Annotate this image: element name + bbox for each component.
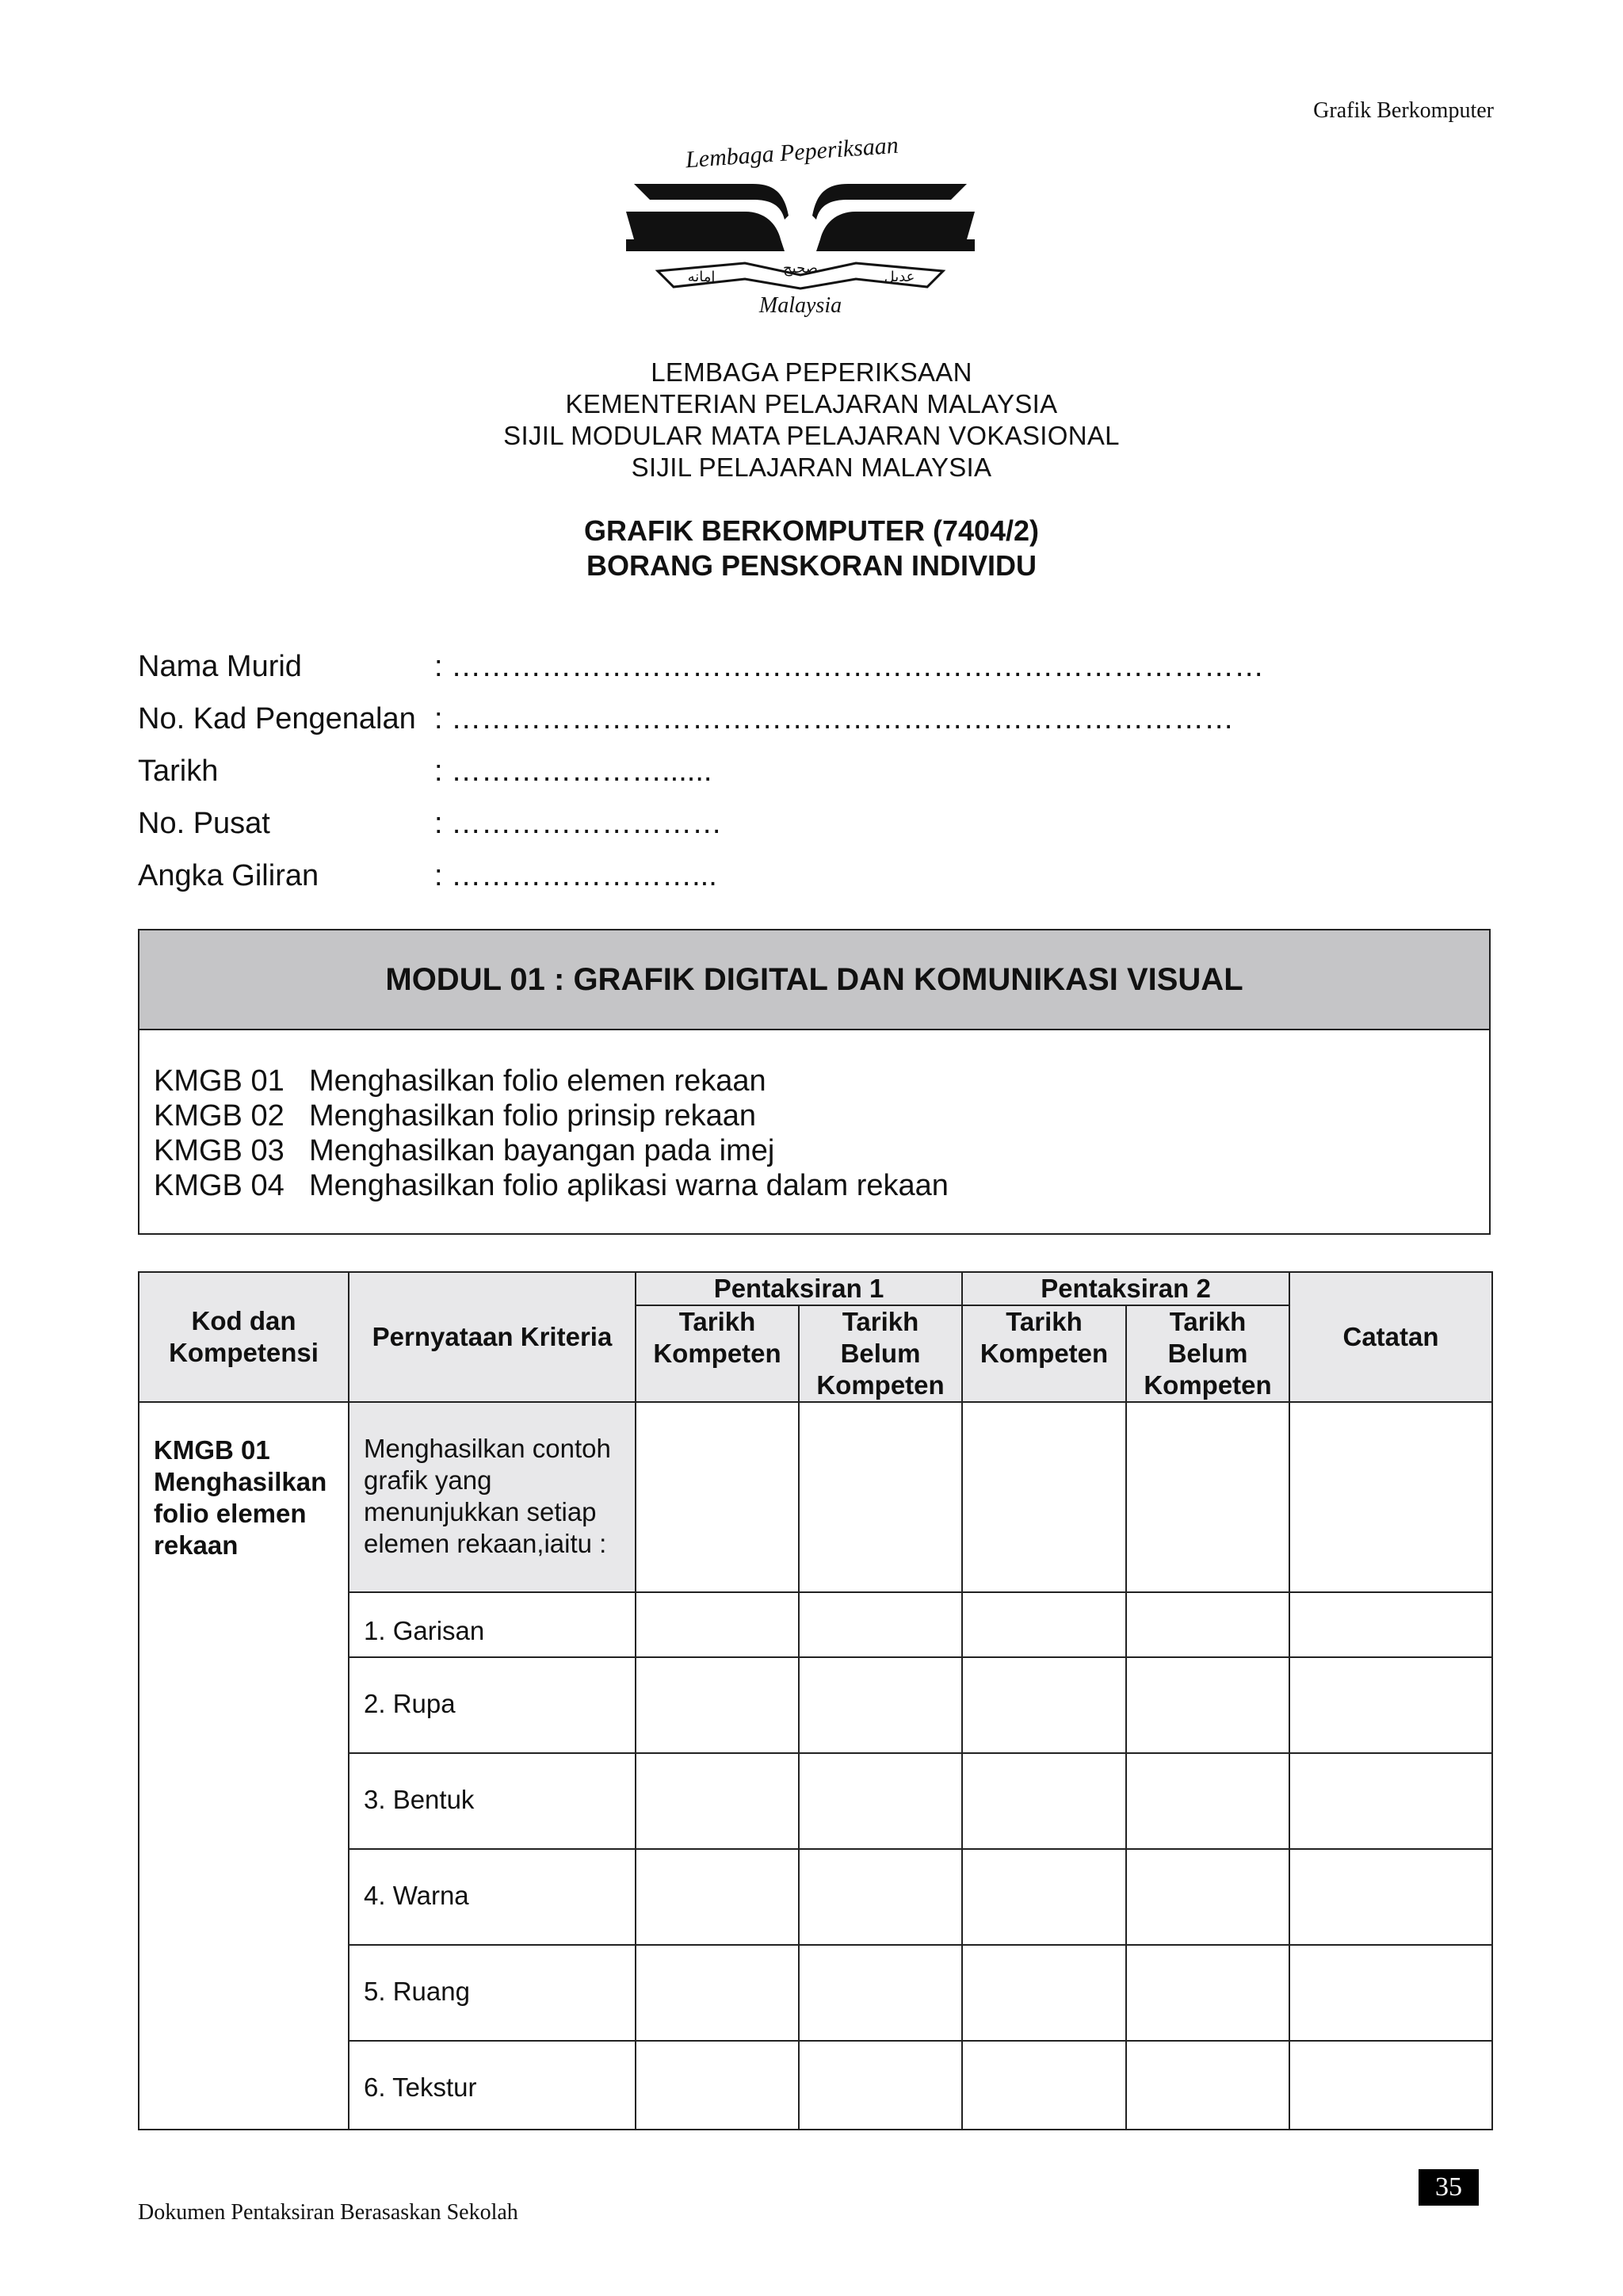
score-cell[interactable]: [1126, 1945, 1289, 2041]
score-cell[interactable]: [962, 1753, 1126, 1849]
competency-code: KMGB 02: [154, 1099, 285, 1133]
logo-ribbon-right: عديل: [884, 269, 915, 285]
col-pentaksiran-1: Pentaksiran 1: [636, 1272, 962, 1305]
field-kad-pengenalan: [138, 702, 1264, 755]
logo-bottom-text: Malaysia: [758, 293, 842, 318]
field-value[interactable]: : ……………………...: [434, 859, 717, 892]
col-pentaksiran-2: Pentaksiran 2: [962, 1272, 1289, 1305]
score-cell[interactable]: [1126, 1753, 1289, 1849]
competency-desc: Menghasilkan folio aplikasi warna dalam rekaan: [309, 1169, 949, 1202]
catatan-cell[interactable]: [1289, 2041, 1492, 2130]
field-value[interactable]: : ……………………………………………………………………: [434, 702, 1235, 735]
score-cell[interactable]: [1126, 2041, 1289, 2130]
criteria-item: 6. Tekstur: [349, 2041, 636, 2130]
catatan-cell[interactable]: [1289, 1753, 1492, 1849]
score-cell[interactable]: [1126, 1657, 1289, 1753]
competency-code: KMGB 04: [154, 1169, 285, 1202]
criteria-item: 5. Ruang: [349, 1945, 636, 2041]
competency-item: [154, 1168, 1489, 1203]
criteria-item: 3. Bentuk: [349, 1753, 636, 1849]
field-label: Angka Giliran: [138, 859, 319, 892]
score-cell[interactable]: [799, 1849, 962, 1945]
score-cell[interactable]: [799, 1592, 962, 1657]
document-title: [0, 514, 1623, 583]
catatan-cell[interactable]: [1289, 1402, 1492, 1592]
competency-desc: Menghasilkan folio elemen rekaan: [309, 1064, 766, 1098]
score-cell[interactable]: [1126, 1402, 1289, 1592]
score-cell[interactable]: [636, 1657, 799, 1753]
field-value[interactable]: : …………………......: [434, 755, 712, 788]
field-angka-giliran: [138, 859, 1264, 911]
col-tarikh-belum-kompeten-2: Tarikh Belum Kompeten: [1126, 1305, 1289, 1402]
score-cell[interactable]: [962, 1592, 1126, 1657]
score-cell[interactable]: [799, 1402, 962, 1592]
criteria-item: 1. Garisan: [349, 1592, 636, 1657]
criteria-item: 2. Rupa: [349, 1657, 636, 1753]
score-cell[interactable]: [962, 1849, 1126, 1945]
footer-text: Dokumen Pentaksiran Berasaskan Sekolah: [138, 2200, 518, 2225]
criteria-intro: Menghasilkan contoh grafik yang menunjukkan setiap elemen rekaan,iaitu :: [349, 1402, 636, 1592]
competency-code: KMGB 03: [154, 1134, 285, 1167]
logo-ribbon-left: امانه: [687, 269, 716, 285]
lembaga-peperiksaan-logo: [626, 120, 975, 327]
module-title: MODUL 01 : GRAFIK DIGITAL DAN KOMUNIKASI VISUAL: [139, 930, 1489, 1030]
catatan-cell[interactable]: [1289, 1657, 1492, 1753]
institution-line: KEMENTERIAN PELAJARAN MALAYSIA: [565, 389, 1058, 418]
col-kod-kompetensi: Kod dan Kompetensi: [139, 1272, 349, 1402]
institution-line: SIJIL MODULAR MATA PELAJARAN VOKASIONAL: [503, 421, 1120, 450]
col-pernyataan-kriteria: Pernyataan Kriteria: [349, 1272, 636, 1402]
col-tarikh-kompeten-1: Tarikh Kompeten: [636, 1305, 799, 1402]
score-cell[interactable]: [799, 1657, 962, 1753]
field-label: No. Kad Pengenalan: [138, 702, 416, 735]
field-nama-murid: [138, 650, 1264, 702]
kod-kompetensi-cell: KMGB 01 Menghasilkan folio elemen rekaan: [139, 1402, 349, 2130]
score-cell[interactable]: [636, 1592, 799, 1657]
field-label: No. Pusat: [138, 807, 270, 840]
scoring-table: [138, 1271, 1493, 2130]
score-cell[interactable]: [799, 2041, 962, 2130]
catatan-cell[interactable]: [1289, 1849, 1492, 1945]
catatan-cell[interactable]: [1289, 1592, 1492, 1657]
col-catatan: Catatan: [1289, 1272, 1492, 1402]
score-cell[interactable]: [962, 1945, 1126, 2041]
score-cell[interactable]: [636, 1753, 799, 1849]
title-line: BORANG PENSKORAN INDIVIDU: [586, 549, 1037, 582]
score-cell[interactable]: [1126, 1592, 1289, 1657]
field-value[interactable]: : ………………………………………………………………………: [434, 650, 1265, 683]
score-cell[interactable]: [636, 1849, 799, 1945]
col-tarikh-kompeten-2: Tarikh Kompeten: [962, 1305, 1126, 1402]
score-cell[interactable]: [799, 1945, 962, 2041]
logo-ribbon-center: صحيح: [783, 260, 818, 277]
competency-desc: Menghasilkan bayangan pada imej: [309, 1134, 775, 1167]
score-cell[interactable]: [1126, 1849, 1289, 1945]
title-line: GRAFIK BERKOMPUTER (7404/2): [583, 514, 1040, 547]
module-box: [138, 929, 1491, 1235]
student-info: [138, 650, 1264, 911]
score-cell[interactable]: [636, 2041, 799, 2130]
criteria-item: 4. Warna: [349, 1849, 636, 1945]
field-no-pusat: [138, 807, 1264, 859]
competency-code: KMGB 01: [154, 1064, 285, 1098]
score-cell[interactable]: [962, 2041, 1126, 2130]
institution-line: LEMBAGA PEPERIKSAAN: [651, 357, 972, 387]
institution-block: [0, 357, 1623, 483]
page-number: 35: [1419, 2169, 1479, 2206]
score-cell[interactable]: [799, 1753, 962, 1849]
field-label: Nama Murid: [138, 650, 302, 683]
competency-item: [154, 1064, 1489, 1098]
header-subject: Grafik Berkomputer: [1313, 98, 1494, 123]
competency-desc: Menghasilkan folio prinsip rekaan: [309, 1099, 756, 1133]
logo-top-text: Lembaga Peperiksaan: [684, 132, 899, 174]
score-cell[interactable]: [636, 1402, 799, 1592]
field-label: Tarikh: [138, 755, 219, 788]
score-cell[interactable]: [962, 1402, 1126, 1592]
institution-line: SIJIL PELAJARAN MALAYSIA: [631, 453, 992, 482]
competency-item: [154, 1098, 1489, 1133]
score-cell[interactable]: [636, 1945, 799, 2041]
competency-item: [154, 1133, 1489, 1168]
score-cell[interactable]: [962, 1657, 1126, 1753]
field-value[interactable]: : ………………………: [434, 807, 723, 840]
module-competency-list: [139, 1030, 1489, 1203]
col-tarikh-belum-kompeten-1: Tarikh Belum Kompeten: [799, 1305, 962, 1402]
field-tarikh: [138, 755, 1264, 807]
catatan-cell[interactable]: [1289, 1945, 1492, 2041]
